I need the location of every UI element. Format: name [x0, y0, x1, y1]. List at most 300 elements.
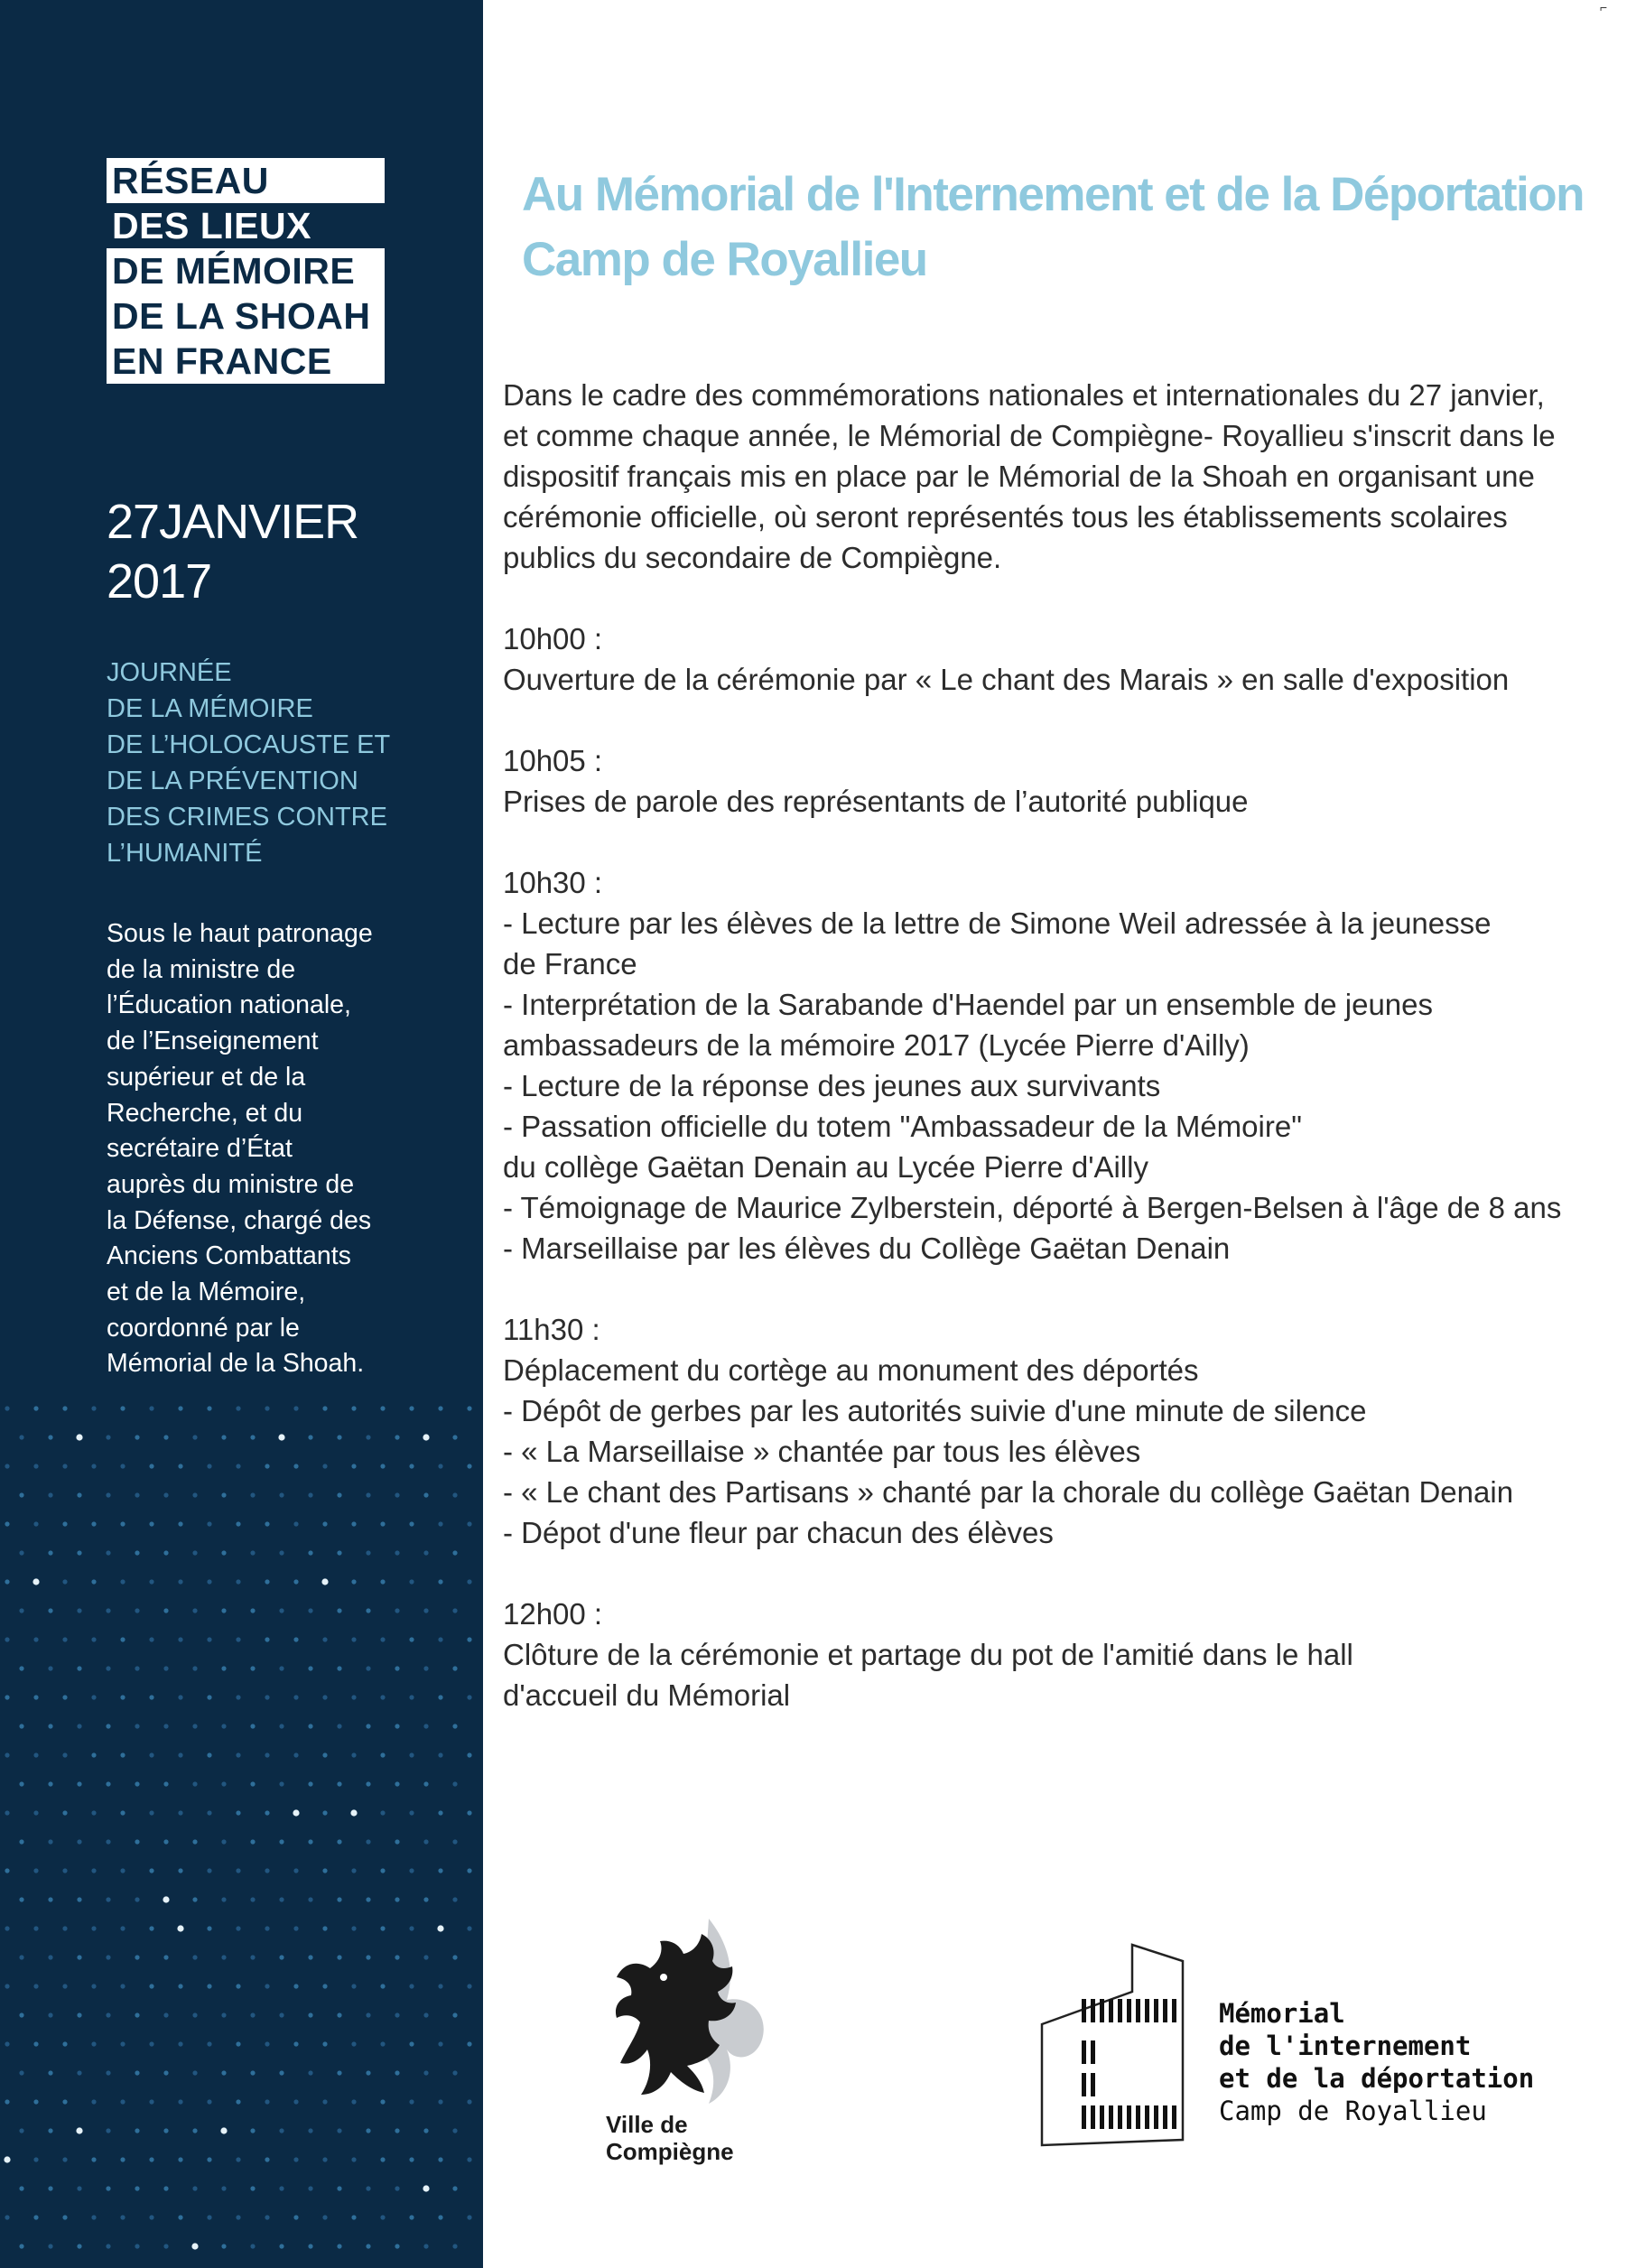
- decorative-dot: [250, 2186, 255, 2190]
- spacer: [503, 822, 1622, 862]
- decorative-dot: [293, 1984, 298, 1988]
- decorative-dot: [265, 1637, 269, 1641]
- decorative-dot: [19, 2128, 23, 2133]
- network-logo-line: RÉSEAU: [107, 158, 385, 203]
- decorative-dot: [279, 1492, 284, 1497]
- decorative-dot: [308, 1955, 312, 1959]
- decorative-dot: [207, 1579, 211, 1584]
- memorial-logo-line: et de la déportation: [1219, 2063, 1535, 2094]
- decorative-dot: [163, 1492, 168, 1497]
- decorative-dot: [322, 1464, 327, 1468]
- decorative-dot: [48, 2012, 52, 2017]
- decorative-dot: [250, 1492, 255, 1497]
- decorative-dot: [19, 1608, 23, 1613]
- decorative-dot: [438, 2215, 442, 2219]
- decorative-dot: [438, 2099, 442, 2104]
- decorative-dot: [19, 2244, 23, 2248]
- decorative-dot: [452, 2244, 457, 2248]
- decorative-dot: [33, 1752, 38, 1757]
- decorative-dot: [322, 1637, 327, 1641]
- decorative-dot: [163, 1724, 168, 1728]
- decorative-dot: [221, 1608, 226, 1613]
- decorative-dot: [19, 1839, 23, 1844]
- memorial-bar-mark: [1091, 2040, 1095, 2064]
- decorative-dot: [467, 2099, 471, 2104]
- decorative-dot: [120, 1752, 125, 1757]
- decorative-dot: [293, 1464, 298, 1468]
- decorative-dot: [293, 2157, 298, 2161]
- decorative-dot: [135, 2012, 139, 2017]
- decorative-dot: [207, 1752, 211, 1757]
- patronage-line: de l’Enseignement: [107, 1027, 319, 1056]
- decorative-dot: [250, 1608, 255, 1613]
- decorative-dot: [366, 1897, 370, 1901]
- memorial-bar-mark: [1109, 2105, 1113, 2129]
- decorative-dot: [467, 2215, 471, 2219]
- decorative-dot: [293, 1695, 298, 1699]
- compiegne-caption-line: Ville de: [606, 2111, 688, 2138]
- decorative-dot: [467, 2041, 471, 2046]
- decorative-dot: [395, 2186, 399, 2190]
- decorative-dot: [33, 1637, 38, 1641]
- decorative-dot: [452, 2070, 457, 2075]
- memorial-logo-line: Mémorial: [1219, 1998, 1345, 2029]
- decorative-dot: [77, 1839, 81, 1844]
- decorative-dot: [423, 1608, 428, 1613]
- decorative-dot: [106, 1781, 110, 1786]
- decorative-dot: [178, 1464, 182, 1468]
- decorative-dot: [62, 1752, 67, 1757]
- decorative-dot: [293, 1752, 298, 1757]
- decorative-dot: [409, 1810, 414, 1815]
- schedule-item: [503, 1594, 1622, 1715]
- decorative-dot: [293, 1406, 298, 1410]
- decorative-dot: [106, 2128, 110, 2133]
- decorative-dot: [149, 2041, 153, 2046]
- decorative-dot: [438, 1810, 442, 1815]
- decorative-dot: [33, 1810, 38, 1815]
- decorative-dot: [163, 2244, 168, 2248]
- decorative-dot: [308, 2244, 312, 2248]
- memorial-bar-mark: [1136, 2105, 1140, 2129]
- decorative-dot: [207, 1521, 211, 1526]
- decorative-dot: [236, 1579, 240, 1584]
- network-logo-line: DES LIEUX: [112, 205, 311, 246]
- decorative-dot: [221, 1550, 226, 1555]
- patronage-line: auprès du ministre de: [107, 1169, 355, 1199]
- decorative-dot: [77, 1897, 81, 1901]
- schedule-line: - Lecture par les élèves de la lettre de Simone Weil adressée à la jeunesse: [503, 906, 1492, 940]
- schedule-line: de France: [503, 947, 637, 981]
- decorative-dot: [308, 1608, 312, 1613]
- decorative-dot: [135, 1839, 139, 1844]
- network-logo-line: EN FRANCE: [107, 339, 385, 384]
- decorative-dot: [308, 2012, 312, 2017]
- decorative-dot: [221, 1666, 226, 1670]
- decorative-dot: [279, 1666, 284, 1670]
- decorative-dot: [207, 2099, 211, 2104]
- decorative-dot: [308, 1839, 312, 1844]
- decorative-dot: [19, 1435, 23, 1439]
- decorative-dot: [452, 1608, 457, 1613]
- decorative-dot: [91, 1695, 96, 1699]
- decorative-dot: [5, 1752, 9, 1757]
- decorative-dot: [395, 2128, 399, 2133]
- decorative-dot: [279, 2128, 284, 2133]
- decorative-dot: [135, 1492, 139, 1497]
- decorative-dot: [395, 1666, 399, 1670]
- decorative-dot: [351, 2215, 356, 2219]
- decorative-dot: [438, 1868, 442, 1873]
- decorative-dot: [135, 1724, 139, 1728]
- decorative-dot: [409, 1521, 414, 1526]
- decorative-dot: [409, 1752, 414, 1757]
- decorative-dot: [48, 1897, 52, 1901]
- decorative-dot: [351, 1406, 356, 1410]
- decorative-dot: [163, 2128, 168, 2133]
- decorative-dot: [351, 2099, 356, 2104]
- patronage-line: secrétaire d’État: [107, 1134, 293, 1164]
- decorative-dot: [48, 2186, 52, 2190]
- decorative-dot: [19, 1724, 23, 1728]
- decorative-dot: [265, 1752, 269, 1757]
- decorative-dot: [395, 2244, 399, 2248]
- program-content: [503, 375, 1622, 1715]
- decorative-dot: [178, 1810, 182, 1815]
- decorative-dot: [120, 1464, 125, 1468]
- decorative-dot: [236, 1810, 240, 1815]
- intro-line: dispositif français mis en place par le Mémorial de la Shoah en organisant une: [503, 460, 1535, 493]
- decorative-dot: [191, 2243, 198, 2249]
- decorative-dot: [62, 1984, 67, 1988]
- decorative-dot: [265, 1984, 269, 1988]
- decorative-dot: [423, 2128, 428, 2133]
- decorative-dot: [350, 1809, 357, 1816]
- decorative-dot: [149, 1464, 153, 1468]
- decorative-dot: [149, 1926, 153, 1930]
- decorative-dot: [33, 2215, 38, 2219]
- event-date-day: 27JANVIER: [107, 495, 359, 549]
- decorative-dot: [265, 2157, 269, 2161]
- decorative-dot: [409, 2157, 414, 2161]
- decorative-dot: [33, 1464, 38, 1468]
- decorative-dot: [91, 2041, 96, 2046]
- decorative-dot: [337, 2244, 341, 2248]
- decorative-dot: [178, 1984, 182, 1988]
- decorative-dot: [192, 2128, 197, 2133]
- decorative-dot: [279, 1781, 284, 1786]
- decorative-dot: [178, 2157, 182, 2161]
- decorative-dot: [438, 2157, 442, 2161]
- decorative-dot: [135, 2244, 139, 2248]
- decorative-dot: [452, 2128, 457, 2133]
- decorative-dot: [236, 1464, 240, 1468]
- decorative-dot: [322, 1521, 327, 1526]
- decorative-dot: [351, 1579, 356, 1584]
- decorative-dot: [308, 2186, 312, 2190]
- decorative-dot: [322, 2215, 327, 2219]
- decorative-dot: [308, 1724, 312, 1728]
- decorative-dot: [177, 1925, 183, 1931]
- memorial-bar-mark: [1127, 2105, 1131, 2129]
- decorative-dot: [5, 1637, 9, 1641]
- decorative-dot: [395, 1492, 399, 1497]
- decorative-dot: [149, 2157, 153, 2161]
- decorative-dot: [279, 1608, 284, 1613]
- decorative-dot: [250, 1724, 255, 1728]
- decorative-dot: [395, 1550, 399, 1555]
- schedule-item: [503, 618, 1622, 700]
- decorative-dot: [106, 1666, 110, 1670]
- decorative-dot: [322, 2041, 327, 2046]
- decorative-dot: [207, 1810, 211, 1815]
- decorative-dot: [163, 2012, 168, 2017]
- decorative-dot: [293, 1637, 298, 1641]
- decorative-dot: [48, 1839, 52, 1844]
- schedule-line: - Lecture de la réponse des jeunes aux survivants: [503, 1069, 1161, 1102]
- decorative-dot: [91, 1984, 96, 1988]
- decorative-dot: [308, 1666, 312, 1670]
- decorative-dot: [452, 1897, 457, 1901]
- decorative-dot: [409, 2041, 414, 2046]
- page-title: [522, 163, 1632, 293]
- decorative-dot: [438, 1521, 442, 1526]
- decorative-dot: [265, 2215, 269, 2219]
- decorative-dot: [250, 1550, 255, 1555]
- spacer: [503, 1269, 1622, 1309]
- decorative-dot: [48, 1435, 52, 1439]
- memorial-bar-mark: [1172, 2105, 1176, 2129]
- decorative-dot: [120, 2157, 125, 2161]
- decorative-dot: [192, 1666, 197, 1670]
- decorative-dot: [106, 1550, 110, 1555]
- decorative-dot: [366, 1839, 370, 1844]
- decorative-dot: [438, 1695, 442, 1699]
- decorative-dot: [366, 1781, 370, 1786]
- decorative-dot: [409, 1637, 414, 1641]
- decorative-dot: [91, 1868, 96, 1873]
- decorative-dot: [351, 1926, 356, 1930]
- decorative-dot: [452, 2186, 457, 2190]
- decorative-dot: [395, 1839, 399, 1844]
- schedule-line: ambassadeurs de la mémoire 2017 (Lycée Pierre d'Ailly): [503, 1028, 1250, 1062]
- decorative-dot: [192, 1608, 197, 1613]
- decorative-dot: [77, 1608, 81, 1613]
- decorative-dot: [250, 2128, 255, 2133]
- decorative-dot: [178, 1752, 182, 1757]
- decorative-dot: [77, 1781, 81, 1786]
- decorative-dot: [337, 2186, 341, 2190]
- decorative-dot: [265, 1464, 269, 1468]
- decorative-dot: [279, 2186, 284, 2190]
- decorative-dot: [366, 1608, 370, 1613]
- decorative-dot: [76, 1434, 82, 1440]
- decorative-dot: [149, 1637, 153, 1641]
- event-date-year: 2017: [107, 554, 212, 609]
- schedule-line: - Dépot d'une fleur par chacun des élèves: [503, 1516, 1054, 1549]
- decorative-dot: [265, 1521, 269, 1526]
- day-title-line: JOURNÉE: [107, 658, 232, 687]
- decorative-dot: [250, 1897, 255, 1901]
- memorial-bar-mark: [1145, 2105, 1149, 2129]
- decorative-dot: [77, 1492, 81, 1497]
- decorative-dot: [409, 1695, 414, 1699]
- decorative-dot: [452, 1550, 457, 1555]
- decorative-dot: [91, 1521, 96, 1526]
- decorative-dot: [409, 1406, 414, 1410]
- memorial-bar-mark: [1118, 2105, 1122, 2129]
- decorative-dot: [366, 1666, 370, 1670]
- decorative-dot: [279, 1724, 284, 1728]
- decorative-dot: [91, 1810, 96, 1815]
- decorative-dot: [366, 1724, 370, 1728]
- decorative-dot: [106, 2070, 110, 2075]
- decorative-dot: [236, 2099, 240, 2104]
- decorative-dot: [135, 1897, 139, 1901]
- decorative-dot: [77, 2244, 81, 2248]
- decorative-dot: [409, 1984, 414, 1988]
- decorative-dot: [380, 2041, 385, 2046]
- decorative-dot: [120, 1984, 125, 1988]
- decorative-dot: [48, 1550, 52, 1555]
- decorative-dot: [91, 1464, 96, 1468]
- decorative-dot: [395, 1897, 399, 1901]
- decorative-dot: [192, 1955, 197, 1959]
- decorative-dot: [221, 2070, 226, 2075]
- decorative-dot: [77, 2070, 81, 2075]
- decorative-dot: [308, 1435, 312, 1439]
- decorative-dot: [380, 2215, 385, 2219]
- decorative-dot: [366, 1492, 370, 1497]
- memorial-bar-mark: [1100, 1999, 1104, 2022]
- patronage-text: [107, 916, 404, 1382]
- decorative-dot: [279, 1550, 284, 1555]
- decorative-dot: [351, 1637, 356, 1641]
- decorative-dot: [19, 1955, 23, 1959]
- decorative-dot: [265, 1868, 269, 1873]
- patronage-line: Mémorial de la Shoah.: [107, 1349, 365, 1379]
- decorative-dot: [149, 2099, 153, 2104]
- decorative-dot: [149, 1579, 153, 1584]
- decorative-dot: [380, 1579, 385, 1584]
- patronage-line: Sous le haut patronage: [107, 919, 373, 948]
- decorative-dot: [135, 2186, 139, 2190]
- intro-line: Dans le cadre des commémorations nationales et internationales du 27 janvier,: [503, 378, 1545, 412]
- schedule-time: 10h30 :: [503, 866, 603, 899]
- decorative-dot: [163, 1839, 168, 1844]
- schedule-time: 12h00 :: [503, 1597, 603, 1631]
- memorial-bar-mark: [1082, 2073, 1086, 2096]
- decorative-dot: [91, 2215, 96, 2219]
- decorative-dot: [48, 2128, 52, 2133]
- decorative-dot: [19, 2012, 23, 2017]
- decorative-dot: [48, 1666, 52, 1670]
- compiegne-caption: [606, 2111, 734, 2165]
- decorative-dot: [395, 1781, 399, 1786]
- decorative-dot: [308, 2070, 312, 2075]
- decorative-dot: [337, 2012, 341, 2017]
- spacer: [503, 578, 1622, 618]
- decorative-dot: [467, 2157, 471, 2161]
- decorative-dot: [192, 1492, 197, 1497]
- decorative-dot: [366, 1955, 370, 1959]
- decorative-dot: [149, 2215, 153, 2219]
- decorative-dot: [33, 1695, 38, 1699]
- decorative-dot: [163, 2186, 168, 2190]
- decorative-dot: [192, 2070, 197, 2075]
- decorative-dot: [337, 1608, 341, 1613]
- decorative-dot: [62, 2099, 67, 2104]
- decorative-dot: [337, 1492, 341, 1497]
- decorative-dot: [438, 1637, 442, 1641]
- decorative-dot: [380, 1868, 385, 1873]
- decorative-dot: [322, 1406, 327, 1410]
- corner-mark: ⌐: [1600, 0, 1608, 14]
- decorative-dot: [322, 1695, 327, 1699]
- decorative-dot: [120, 1579, 125, 1584]
- decorative-dot: [351, 1695, 356, 1699]
- decorative-dot: [33, 2157, 38, 2161]
- decorative-dot: [265, 1695, 269, 1699]
- decorative-dot: [409, 1868, 414, 1873]
- decorative-dot: [423, 2244, 428, 2248]
- day-title-line: L’HUMANITÉ: [107, 839, 263, 868]
- decorative-dot: [467, 1406, 471, 1410]
- decorative-dot: [293, 2215, 298, 2219]
- decorative-dot: [337, 2070, 341, 2075]
- decorative-dot: [91, 1406, 96, 1410]
- decorative-dot: [163, 1955, 168, 1959]
- decorative-dot: [250, 1781, 255, 1786]
- decorative-dot: [135, 1666, 139, 1670]
- memorial-bar-mark: [1091, 2073, 1095, 2096]
- network-logo-line: DE MÉMOIRE: [107, 248, 385, 293]
- decorative-dot: [221, 2244, 226, 2248]
- memorial-bar-mark: [1172, 1999, 1176, 2022]
- decorative-dot: [265, 1926, 269, 1930]
- decorative-dot: [380, 1984, 385, 1988]
- decorative-dot: [423, 1839, 428, 1844]
- decorative-dot: [452, 1666, 457, 1670]
- decorative-dot: [5, 1464, 9, 1468]
- lion-emblem-icon: [600, 1914, 808, 2108]
- decorative-dot: [322, 1926, 327, 1930]
- decorative-dot: [62, 1868, 67, 1873]
- memorial-logo-line: de l'internement: [1219, 2031, 1472, 2061]
- decorative-dot: [380, 1926, 385, 1930]
- decorative-dot: [221, 1839, 226, 1844]
- decorative-dot: [48, 1608, 52, 1613]
- schedule-line: - « Le chant des Partisans » chanté par la chorale du collège Gaëtan Denain: [503, 1475, 1514, 1509]
- decorative-dot: [149, 1810, 153, 1815]
- decorative-dot: [192, 1435, 197, 1439]
- decorative-dot: [265, 2041, 269, 2046]
- decorative-dot: [106, 2244, 110, 2248]
- decorative-dot: [366, 2128, 370, 2133]
- memorial-royallieu-logo: [1038, 1941, 1544, 2149]
- decorative-dot: [178, 1521, 182, 1526]
- decorative-dot: [337, 1781, 341, 1786]
- decorative-dot: [321, 1578, 328, 1585]
- decorative-dot: [91, 1752, 96, 1757]
- decorative-dot: [236, 1695, 240, 1699]
- memorial-bar-mark: [1091, 2105, 1095, 2129]
- memorial-bar-mark: [1163, 2105, 1167, 2129]
- decorative-dot: [91, 1579, 96, 1584]
- decorative-dot: [236, 1868, 240, 1873]
- decorative-dot: [423, 2012, 428, 2017]
- decorative-dot: [250, 2070, 255, 2075]
